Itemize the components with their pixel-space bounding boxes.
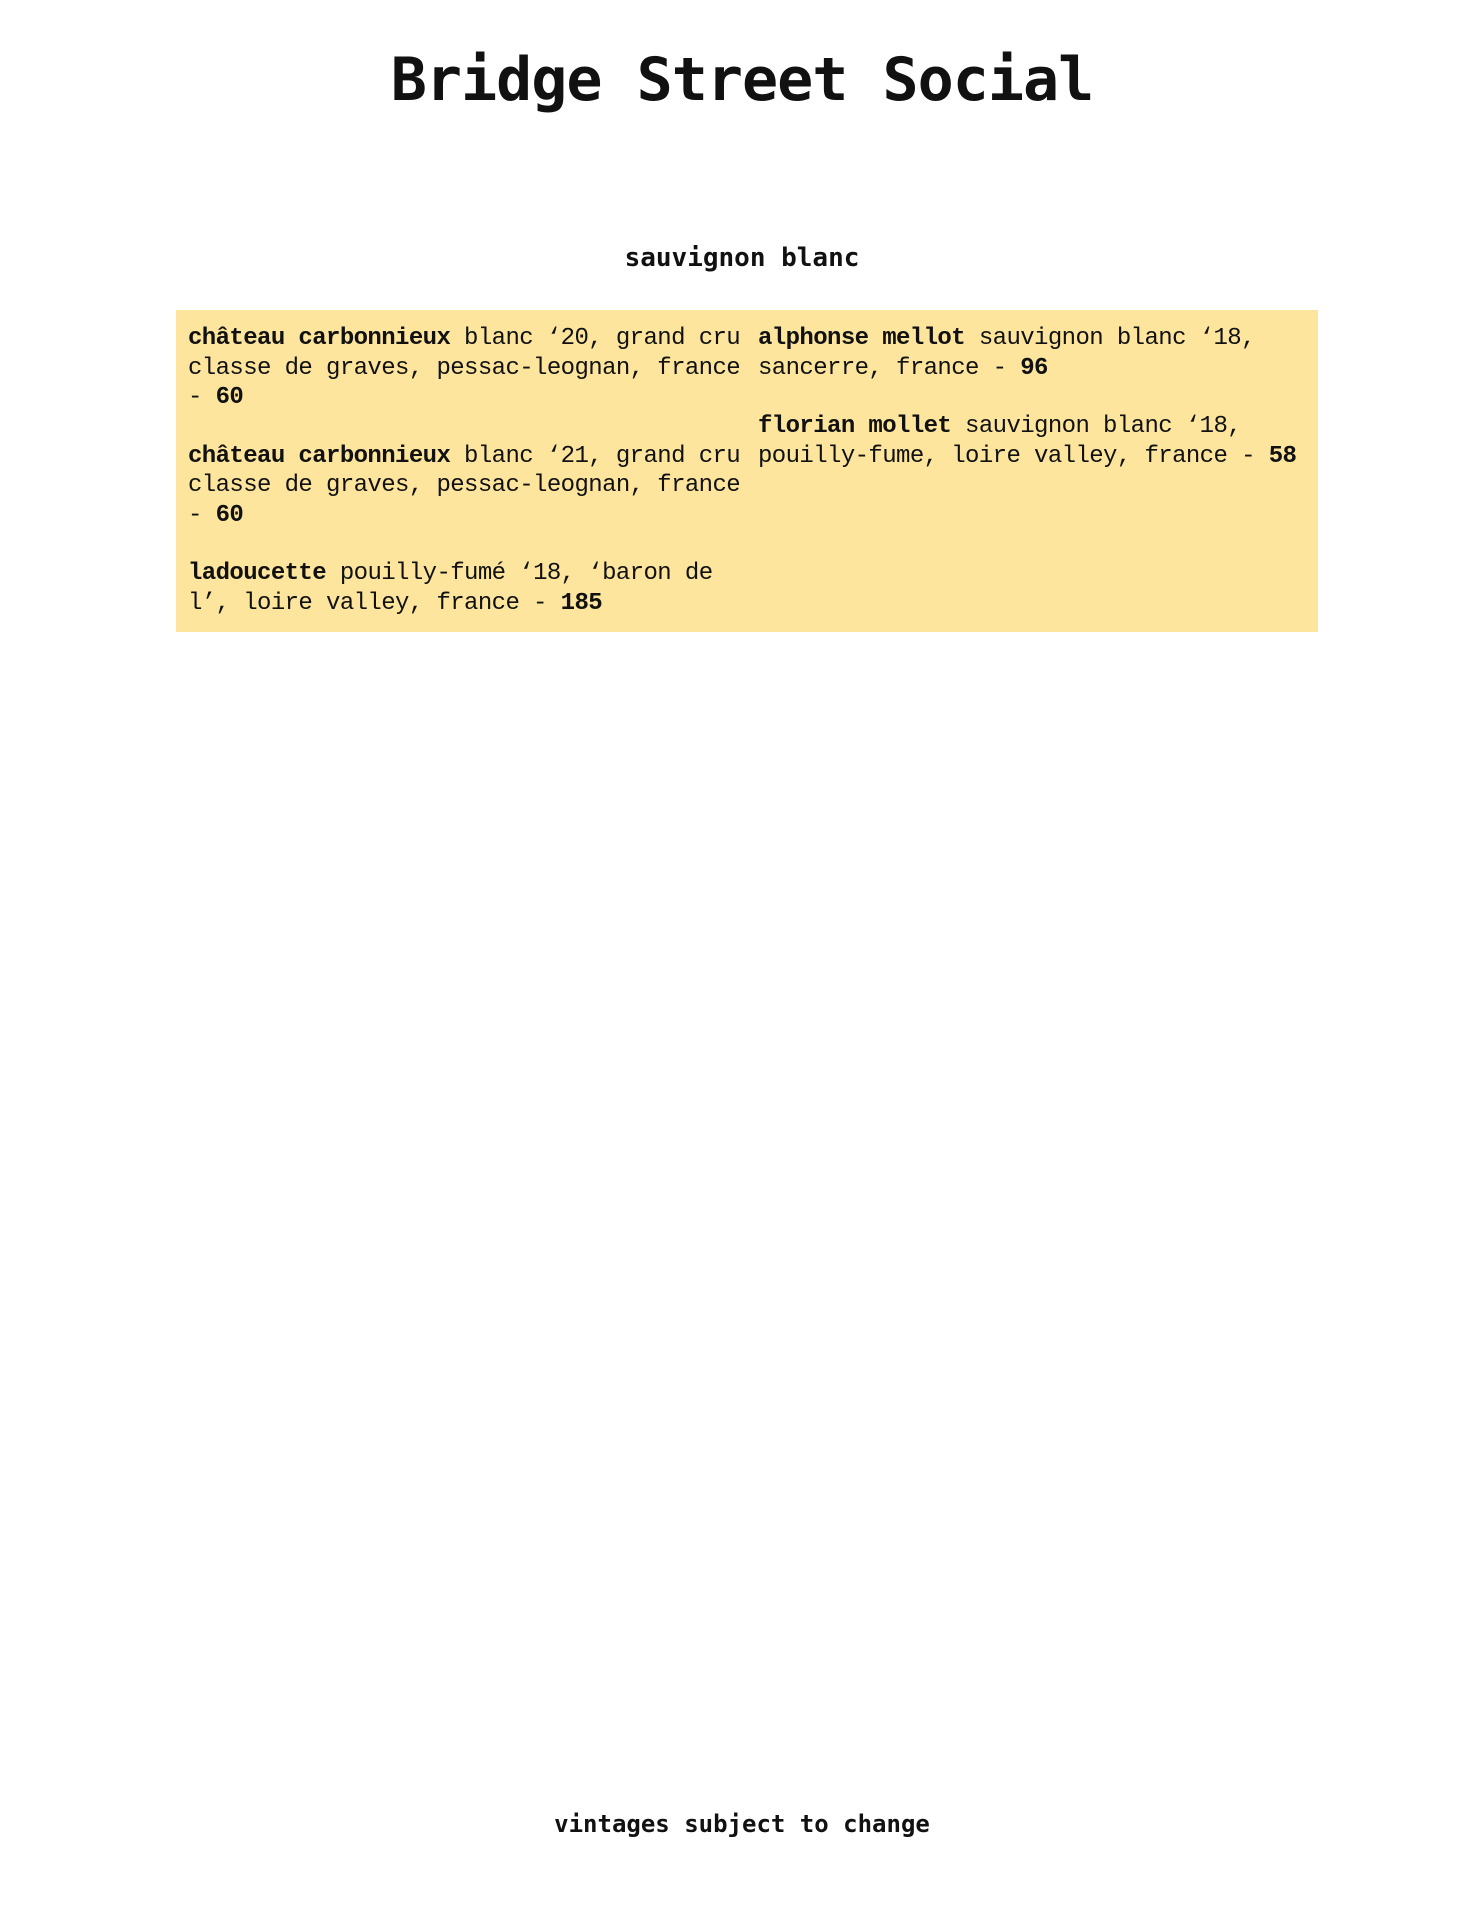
wine-producer: florian mollet: [758, 413, 952, 440]
wine-producer: alphonse mellot: [758, 325, 966, 352]
wine-item: [758, 412, 1306, 471]
wine-price: 58: [1268, 442, 1297, 470]
wine-column-right: [758, 324, 1306, 632]
wine-description: blanc ‘21, grand cru classe de graves, pessac-leognan, france -: [188, 442, 741, 529]
section-heading: sauvignon blanc: [624, 243, 860, 273]
wine-price: 60: [215, 384, 244, 411]
wine-producer: château carbonnieux: [188, 325, 451, 352]
wine-item: [188, 324, 744, 413]
wine-description: pouilly-fumé ‘18, ‘baron de l’, loire valley, france -: [188, 560, 713, 617]
wine-price: 185: [560, 589, 603, 617]
wine-item: [188, 442, 744, 531]
wine-column-left: [188, 324, 758, 632]
wine-price: 96: [1020, 354, 1048, 382]
wine-description: sauvignon blanc ‘18, pouilly-fume, loire valley, france -: [758, 413, 1269, 470]
wine-description: sauvignon blanc ‘18, sancerre, france -: [758, 325, 1255, 382]
footer-note: vintages subject to change: [554, 1810, 930, 1838]
wine-description: blanc ‘20, grand cru classe de graves, pessac-leognan, france -: [188, 325, 741, 411]
wine-item: [188, 559, 744, 618]
wine-producer: ladoucette: [188, 560, 327, 587]
wine-list-panel: [176, 310, 1318, 632]
wine-price: 60: [215, 501, 244, 529]
restaurant-title: Bridge Street Social: [390, 45, 1094, 115]
wine-item: [758, 324, 1306, 383]
wine-producer: château carbonnieux: [188, 442, 451, 470]
